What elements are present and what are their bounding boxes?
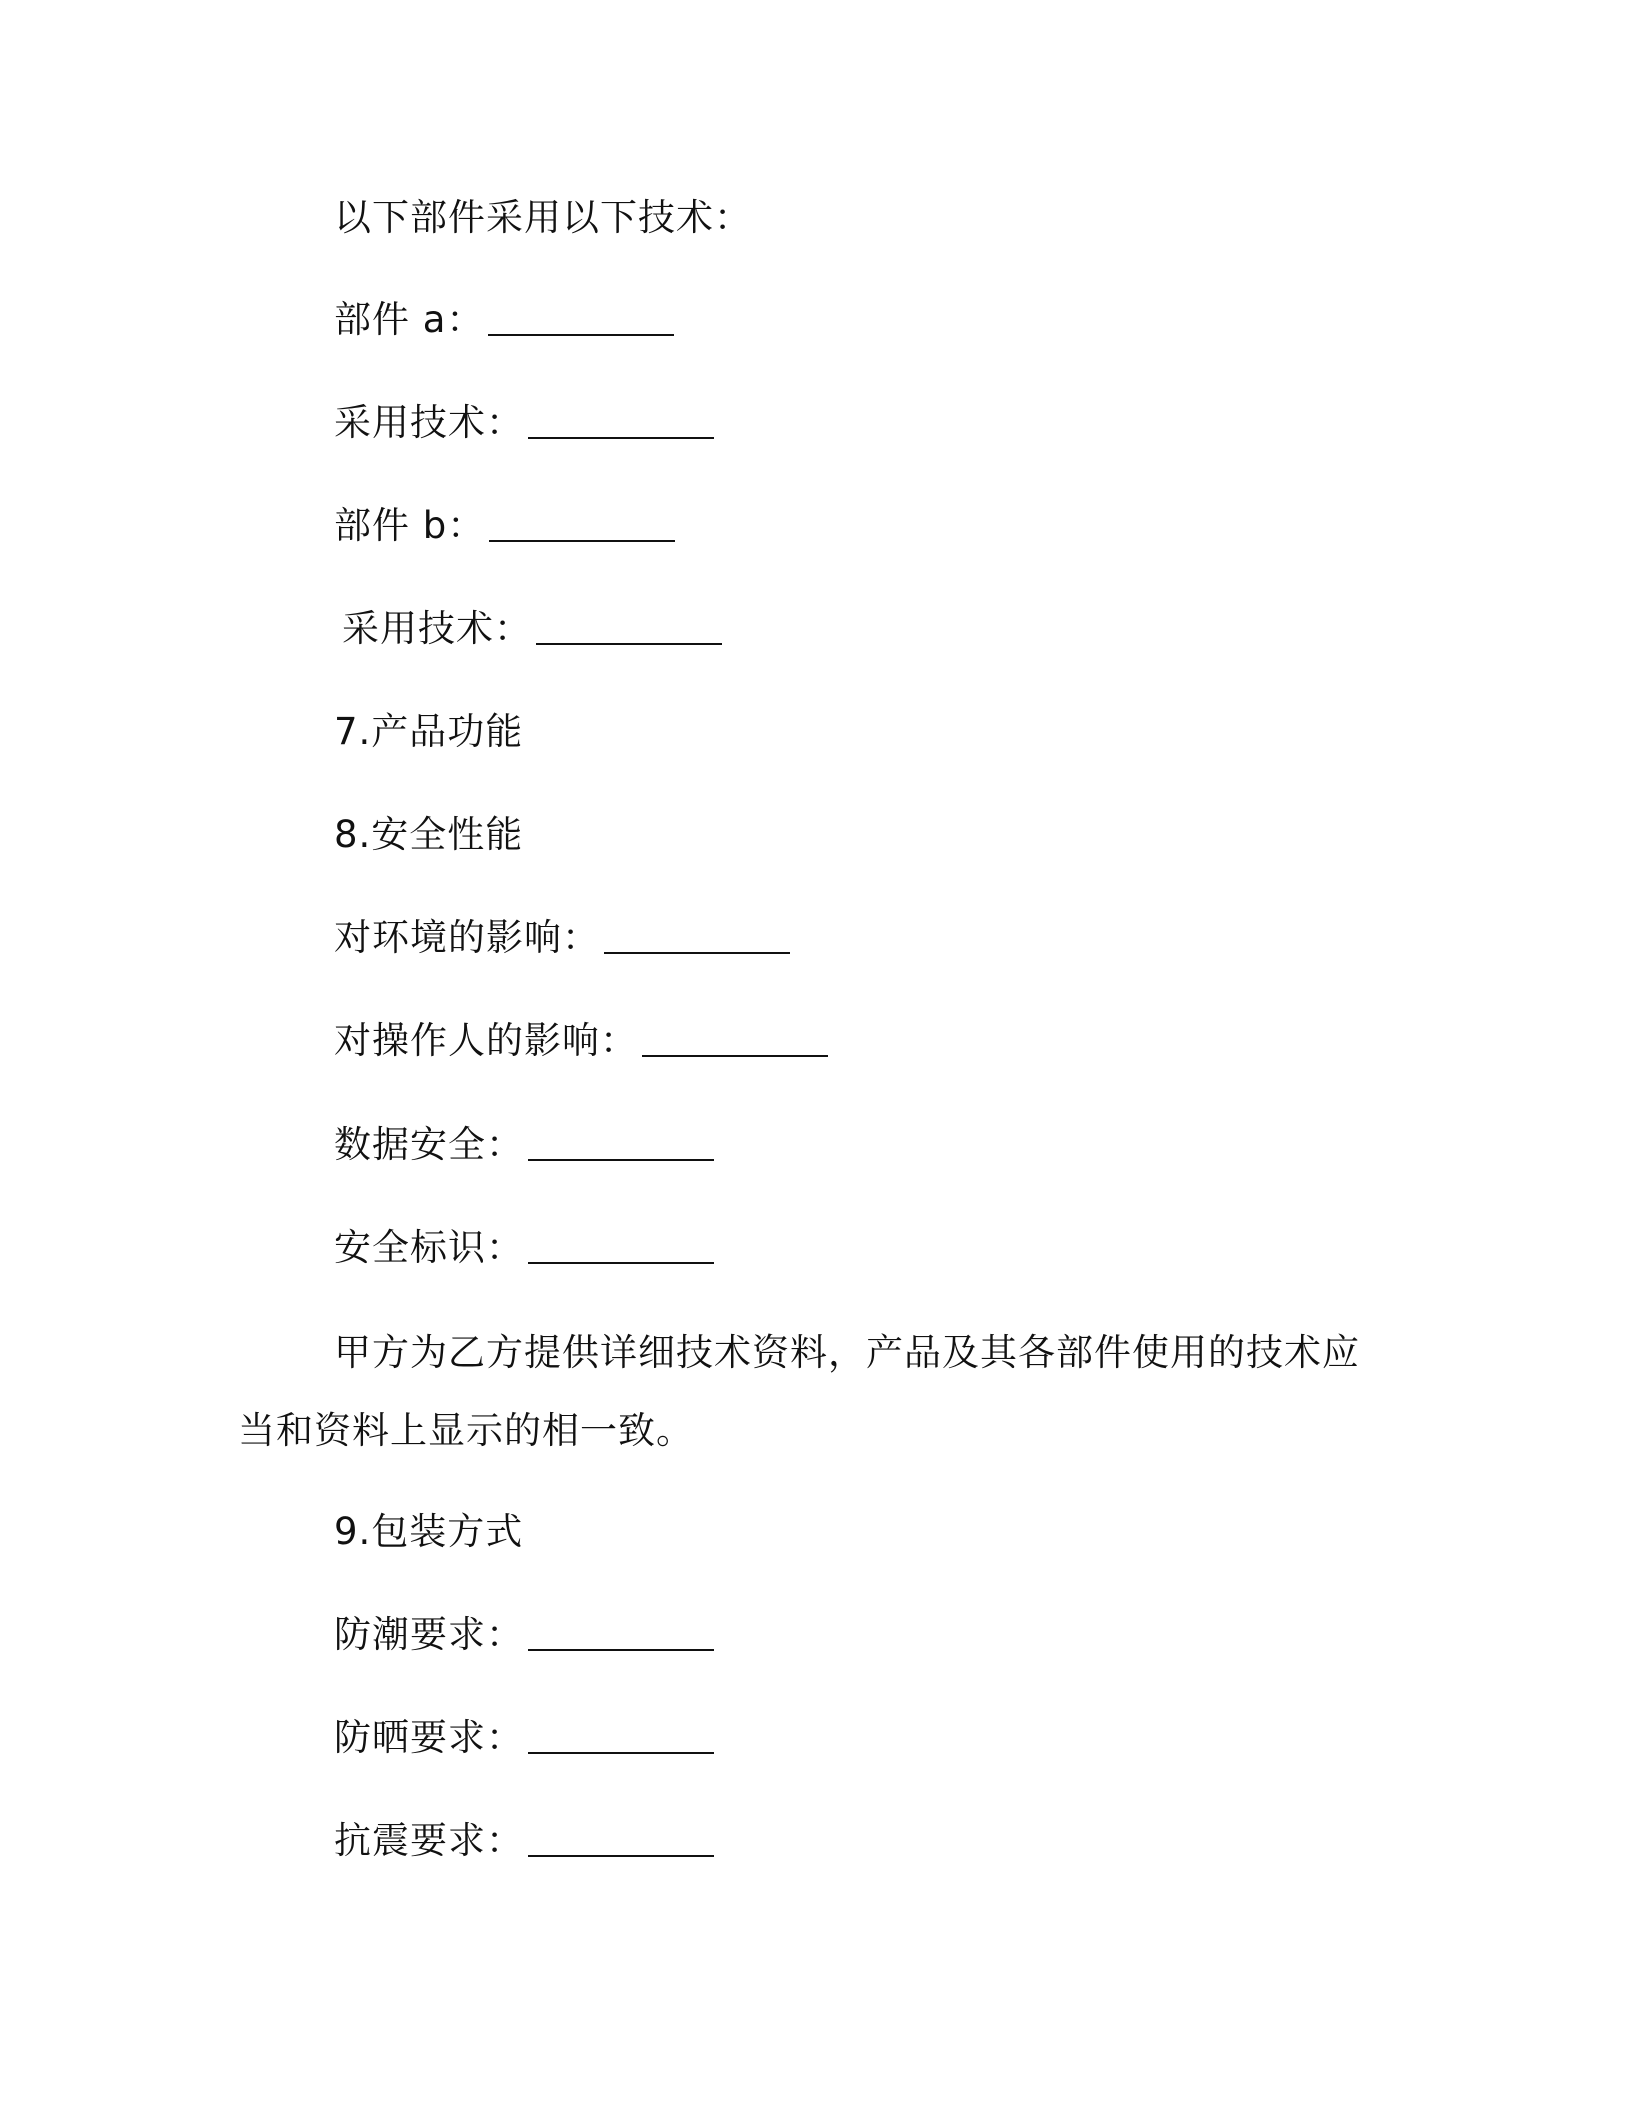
technical-data-paragraph: 甲方为乙方提供详细技术资料，产品及其各部件使用的技术应当和资料上显示的相一致。 <box>238 1331 1360 1452</box>
moisture-blank[interactable] <box>528 1615 714 1651</box>
part-b-row <box>334 501 675 551</box>
section-7-label: 7.产品功能 <box>334 710 524 753</box>
operator-impact-row <box>334 1016 828 1066</box>
sun-blank[interactable] <box>528 1718 714 1754</box>
moisture-label: 防潮要求： <box>334 1613 524 1656</box>
section-9-heading <box>334 1507 523 1557</box>
data-security-blank[interactable] <box>528 1125 714 1161</box>
part-a-blank[interactable] <box>488 300 674 336</box>
section-7-heading <box>334 707 523 757</box>
safety-mark-blank[interactable] <box>528 1228 714 1264</box>
shock-row <box>334 1816 714 1866</box>
part-b-blank[interactable] <box>489 506 675 542</box>
data-security-row <box>334 1120 714 1170</box>
tech-a-blank[interactable] <box>528 403 714 439</box>
part-a-label: 部件 a： <box>334 298 485 341</box>
operator-impact-label: 对操作人的影响： <box>334 1019 638 1062</box>
moisture-row <box>334 1610 714 1660</box>
tech-b-label: 采用技术： <box>342 607 532 650</box>
sun-row <box>334 1713 714 1763</box>
part-b-label: 部件 b： <box>334 504 486 547</box>
section-9-label: 9.包装方式 <box>334 1510 524 1553</box>
shock-label: 抗震要求： <box>334 1819 524 1862</box>
tech-b-row <box>342 604 722 654</box>
intro-label: 以下部件采用以下技术： <box>334 196 752 239</box>
data-security-label: 数据安全： <box>334 1123 524 1166</box>
part-a-row <box>334 295 674 345</box>
env-impact-label: 对环境的影响： <box>334 916 600 959</box>
section-8-heading <box>334 810 523 860</box>
tech-b-blank[interactable] <box>536 609 722 645</box>
shock-blank[interactable] <box>528 1821 714 1857</box>
env-impact-row <box>334 913 790 963</box>
operator-impact-blank[interactable] <box>642 1021 828 1057</box>
intro-text <box>334 193 752 243</box>
tech-a-row <box>334 398 714 448</box>
safety-mark-label: 安全标识： <box>334 1226 524 1269</box>
tech-a-label: 采用技术： <box>334 401 524 444</box>
section-8-label: 8.安全性能 <box>334 813 524 856</box>
env-impact-blank[interactable] <box>604 918 790 954</box>
safety-mark-row <box>334 1223 714 1273</box>
sun-label: 防晒要求： <box>334 1716 524 1759</box>
